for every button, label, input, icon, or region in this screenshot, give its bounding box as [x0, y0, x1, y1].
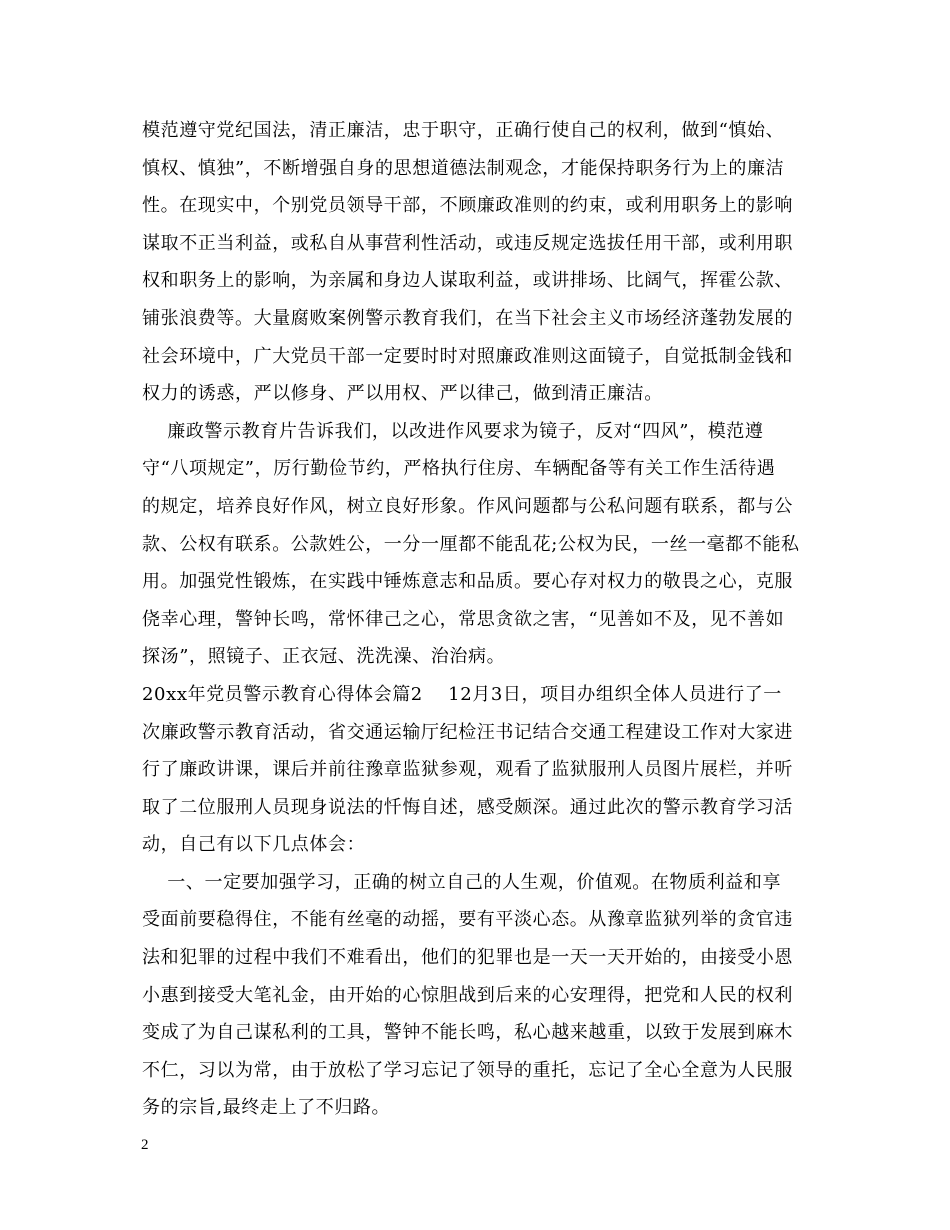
text-line: 权和职务上的影响，为亲属和身边人谋取利益，或讲排场、比阔气，挥霍公款、 [142, 270, 793, 292]
text-line: 廉政警示教育片告诉我们，以改进作风要求为镜子，反对“四风”，模范遵 [142, 420, 764, 442]
text-line: 慎权、慎独”，不断增强自身的思想道德法制观念，才能保持职务行为上的廉洁 [142, 157, 785, 179]
text-line: 一、一定要加强学习，正确的树立自己的人生观，价值观。在物质利益和享 [142, 871, 782, 893]
text-line: 20xx年党员警示教育心得体会篇2 12月3日，项目办组织全体人员进行了一 [142, 683, 782, 705]
text-line: 取了二位服刑人员现身说法的忏悔自述，感受颇深。通过此次的警示教育学习活 [142, 796, 793, 818]
page-number: 2 [141, 1137, 149, 1153]
text-line: 侥幸心理，警钟长鸣，常怀律己之心，常思贪欲之害，“见善如不及，见不善如 [142, 608, 785, 630]
text-line: 行了廉政讲课，课后并前往豫章监狱参观，观看了监狱服刑人员图片展栏，并听 [142, 759, 793, 781]
text-line: 探汤”，照镜子、正衣冠、洗洗澡、治治病。 [142, 646, 506, 668]
text-line: 的规定，培养良好作风，树立良好形象。作风问题都与公私问题有联系，都与公 [142, 495, 793, 517]
text-line: 权力的诱惑，严以修身、严以用权、严以律己，做到清正廉洁。 [142, 383, 663, 405]
text-line: 动，自己有以下几点体会： [142, 834, 366, 856]
text-line: 法和犯罪的过程中我们不难看出，他们的犯罪也是一天一天开始的，由接受小恩 [142, 947, 793, 969]
text-line: 用。加强党性锻炼，在实践中锤炼意志和品质。要心存对权力的敬畏之心，克服 [142, 571, 793, 593]
text-line: 不仁，习以为常，由于放松了学习忘记了领导的重托，忘记了全心全意为人民服 [142, 1059, 793, 1081]
text-line: 小惠到接受大笔礼金，由开始的心惊胆战到后来的心安理得，把党和人民的权利 [142, 984, 793, 1006]
text-line: 守“八项规定”，厉行勤俭节约，严格执行住房、车辆配备等有关工作生活待遇 [142, 458, 776, 480]
text-line: 务的宗旨,最终走上了不归路。 [142, 1097, 391, 1119]
text-line: 性。在现实中，个别党员领导干部，不顾廉政准则的约束，或利用职务上的影响 [142, 195, 793, 217]
text-line: 社会环境中，广大党员干部一定要时时对照廉政准则这面镜子，自觉抵制金钱和 [142, 345, 793, 367]
text-line: 铺张浪费等。大量腐败案例警示教育我们，在当下社会主义市场经济蓬勃发展的 [142, 307, 793, 329]
text-line: 次廉政警示教育活动，省交通运输厅纪检汪书记结合交通工程建设工作对大家进 [142, 721, 793, 743]
text-line: 模范遵守党纪国法，清正廉洁，忠于职守，正确行使自己的权利，做到“慎始、 [142, 120, 785, 141]
text-line: 款、公权有联系。公款姓公，一分一厘都不能乱花;公权为民，一丝一毫都不能私 [142, 533, 800, 555]
text-line: 谋取不正当利益，或私自从事营利性活动，或违反规定选拔任用干部，或利用职 [142, 232, 793, 254]
document-body [142, 112, 810, 1127]
text-line: 受面前要稳得住，不能有丝毫的动摇，要有平淡心态。从豫章监狱列举的贪官违 [142, 909, 793, 931]
text-line: 变成了为自己谋私利的工具，警钟不能长鸣，私心越来越重，以致于发展到麻木 [142, 1022, 793, 1044]
